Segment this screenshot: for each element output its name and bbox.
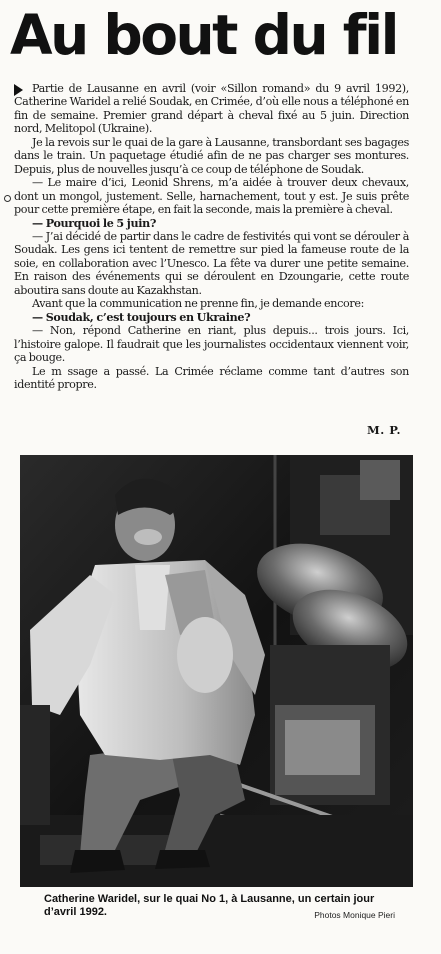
- article-photo: [20, 455, 413, 887]
- photo-illustration: [20, 455, 413, 887]
- headline: Au bout du fil: [10, 3, 397, 67]
- article-body: [14, 82, 409, 391]
- margin-mark: [4, 195, 11, 202]
- article-paragraph: — J’ai décidé de partir dans le cadre de festivités qui vont se dérouler à Soudak. Les gens ici tentent de remettre sur pied la fameuse route de la soie, en collaboration avec l’Unesco. La fête va durer une petite semaine. En raison des événements qui se déroulent en Dzoungarie, cette route aboutira sans doute au Kazakhstan.: [14, 229, 409, 297]
- interview-question: — Pourquoi le 5 juin?: [32, 216, 156, 230]
- article-intro-text: Partie de Lausanne en avril (voir «Sillon romand» du 9 avril 1992), Catherine Waridel a relié Soudak, en Crimée, d’où elle nous a téléphoné en fin de semaine. Premier grand départ à cheval fixé au 5 juin. Direction nord, Melitopol (Ukraine).: [14, 82, 409, 136]
- article-paragraph: Le m ssage a passé. La Crimée réclame comme tant d’autres son identité propre.: [14, 364, 409, 391]
- photo-caption: Catherine Waridel, sur le quai No 1, à Lausanne, un certain jour d’avril 1992.: [44, 893, 375, 918]
- article-paragraph: — Non, répond Catherine en riant, plus depuis... trois jours. Ici, l’histoire galope. Il faudrait que les journalistes occidentaux viennent voir, ça bouge.: [14, 324, 409, 365]
- triangle-marker-icon: [14, 84, 23, 96]
- photo-credit: Photos Monique Pieri: [314, 910, 395, 920]
- article-paragraph: Avant que la communication ne prenne fin, je demande encore:: [32, 297, 364, 311]
- article-paragraph: Je la revois sur le quai de la gare à Lausanne, transbordant ses bagages dans le train. Un paquetage étudié afin de ne pas charger ses montures. Depuis, plus de nouvelles jusqu’à ce coup de téléphone de Soudak.: [14, 135, 409, 176]
- interview-question: — Soudak, c’est toujours en Ukraine?: [32, 310, 251, 324]
- article-intro-paragraph: [14, 82, 409, 136]
- author-signature: M. P.: [367, 423, 401, 437]
- article-paragraph: — Le maire d’ici, Leonid Shrens, m’a aidée à trouver deux chevaux, dont un mongol, justement. Selle, harnachement, tout y est. Je suis prête pour cette première étape, en fait la seconde, mais la première à cheval.: [14, 176, 409, 217]
